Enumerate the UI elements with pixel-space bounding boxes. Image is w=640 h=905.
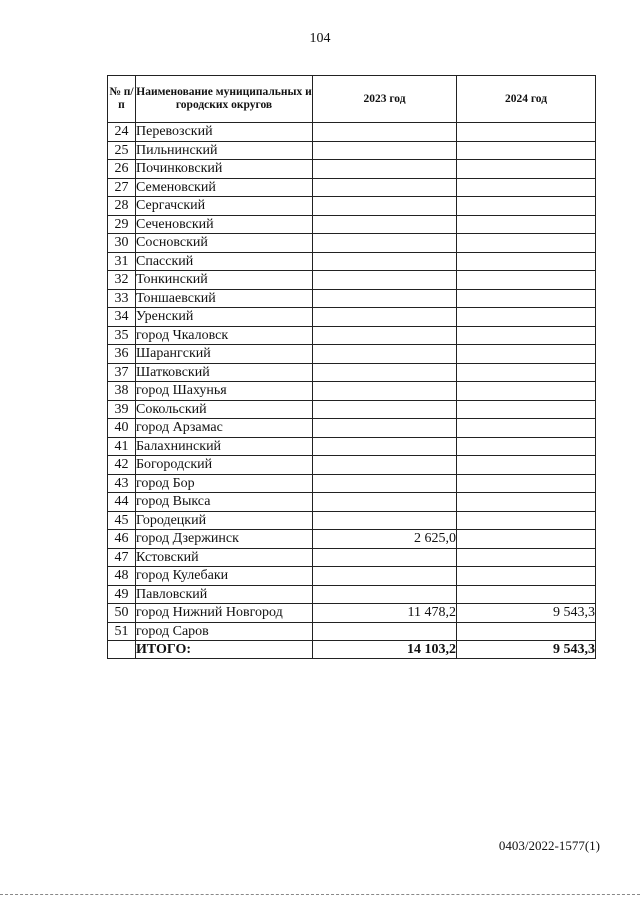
row-value-2024 bbox=[457, 437, 596, 456]
table-row bbox=[108, 271, 596, 290]
row-value-2024 bbox=[457, 252, 596, 271]
row-value-2023 bbox=[313, 400, 457, 419]
row-number: 33 bbox=[108, 289, 136, 308]
row-value-2024 bbox=[457, 289, 596, 308]
row-value-2024 bbox=[457, 141, 596, 160]
row-number: 36 bbox=[108, 345, 136, 364]
row-value-2024 bbox=[457, 474, 596, 493]
row-value-2024 bbox=[457, 234, 596, 253]
table-row bbox=[108, 585, 596, 604]
row-value-2024 bbox=[457, 123, 596, 142]
row-value-2023 bbox=[313, 178, 457, 197]
row-name: Тоншаевский bbox=[136, 289, 313, 308]
total-2024: 9 543,3 bbox=[457, 641, 596, 659]
row-value-2024 bbox=[457, 511, 596, 530]
row-value-2023 bbox=[313, 234, 457, 253]
table-row bbox=[108, 474, 596, 493]
row-number: 48 bbox=[108, 567, 136, 586]
row-value-2023 bbox=[313, 493, 457, 512]
page-number: 104 bbox=[309, 31, 331, 46]
row-value-2024 bbox=[457, 160, 596, 179]
row-value-2024 bbox=[457, 363, 596, 382]
table-row bbox=[108, 530, 596, 549]
row-name: город Саров bbox=[136, 622, 313, 641]
row-number: 51 bbox=[108, 622, 136, 641]
table-row bbox=[108, 123, 596, 142]
row-name: Семеновский bbox=[136, 178, 313, 197]
total-label: ИТОГО: bbox=[136, 641, 313, 659]
row-value-2023 bbox=[313, 326, 457, 345]
table-row bbox=[108, 289, 596, 308]
row-number: 25 bbox=[108, 141, 136, 160]
row-name: Шарангский bbox=[136, 345, 313, 364]
row-value-2024 bbox=[457, 567, 596, 586]
row-number: 26 bbox=[108, 160, 136, 179]
row-name: Сергачский bbox=[136, 197, 313, 216]
table-row bbox=[108, 141, 596, 160]
row-name: Павловский bbox=[136, 585, 313, 604]
table-row bbox=[108, 252, 596, 271]
row-number: 44 bbox=[108, 493, 136, 512]
table-row bbox=[108, 548, 596, 567]
row-name: город Чкаловск bbox=[136, 326, 313, 345]
row-name: Тонкинский bbox=[136, 271, 313, 290]
table-row bbox=[108, 567, 596, 586]
row-number: 37 bbox=[108, 363, 136, 382]
row-number: 35 bbox=[108, 326, 136, 345]
total-num-cell bbox=[108, 641, 136, 659]
table-header-row bbox=[108, 76, 596, 123]
table-row bbox=[108, 363, 596, 382]
table-row bbox=[108, 382, 596, 401]
row-value-2024: 9 543,3 bbox=[457, 604, 596, 623]
row-name: Городецкий bbox=[136, 511, 313, 530]
row-value-2024 bbox=[457, 400, 596, 419]
row-number: 28 bbox=[108, 197, 136, 216]
row-name: город Нижний Новгород bbox=[136, 604, 313, 623]
row-value-2024 bbox=[457, 493, 596, 512]
row-name: Богородский bbox=[136, 456, 313, 475]
row-name: город Бор bbox=[136, 474, 313, 493]
row-value-2024 bbox=[457, 345, 596, 364]
row-value-2024 bbox=[457, 530, 596, 549]
table-row bbox=[108, 622, 596, 641]
table-row bbox=[108, 178, 596, 197]
table-row bbox=[108, 215, 596, 234]
row-name: Балахнинский bbox=[136, 437, 313, 456]
table-row bbox=[108, 604, 596, 623]
row-value-2024 bbox=[457, 326, 596, 345]
row-name: Сокольский bbox=[136, 400, 313, 419]
row-number: 47 bbox=[108, 548, 136, 567]
table-row bbox=[108, 400, 596, 419]
row-number: 50 bbox=[108, 604, 136, 623]
row-value-2024 bbox=[457, 382, 596, 401]
table-row bbox=[108, 308, 596, 327]
row-value-2024 bbox=[457, 271, 596, 290]
table-row bbox=[108, 493, 596, 512]
row-value-2023 bbox=[313, 289, 457, 308]
row-name: Уренский bbox=[136, 308, 313, 327]
row-name: Сеченовский bbox=[136, 215, 313, 234]
row-value-2024 bbox=[457, 548, 596, 567]
table-row bbox=[108, 326, 596, 345]
row-value-2023: 11 478,2 bbox=[313, 604, 457, 623]
row-value-2023 bbox=[313, 215, 457, 234]
row-number: 45 bbox=[108, 511, 136, 530]
row-value-2023: 2 625,0 bbox=[313, 530, 457, 549]
bottom-divider bbox=[0, 894, 640, 895]
row-value-2023 bbox=[313, 160, 457, 179]
row-value-2023 bbox=[313, 474, 457, 493]
table-row bbox=[108, 456, 596, 475]
row-value-2024 bbox=[457, 419, 596, 438]
row-value-2023 bbox=[313, 252, 457, 271]
row-value-2023 bbox=[313, 437, 457, 456]
row-number: 39 bbox=[108, 400, 136, 419]
row-value-2024 bbox=[457, 456, 596, 475]
row-name: Пильнинский bbox=[136, 141, 313, 160]
row-number: 30 bbox=[108, 234, 136, 253]
table-row bbox=[108, 437, 596, 456]
row-name: Перевозский bbox=[136, 123, 313, 142]
row-number: 24 bbox=[108, 123, 136, 142]
row-name: город Кулебаки bbox=[136, 567, 313, 586]
row-number: 40 bbox=[108, 419, 136, 438]
row-name: город Выкса bbox=[136, 493, 313, 512]
row-number: 49 bbox=[108, 585, 136, 604]
row-number: 31 bbox=[108, 252, 136, 271]
table-row bbox=[108, 234, 596, 253]
row-number: 43 bbox=[108, 474, 136, 493]
row-value-2024 bbox=[457, 585, 596, 604]
row-value-2023 bbox=[313, 308, 457, 327]
row-value-2024 bbox=[457, 622, 596, 641]
row-value-2023 bbox=[313, 548, 457, 567]
row-value-2024 bbox=[457, 215, 596, 234]
row-number: 34 bbox=[108, 308, 136, 327]
row-value-2023 bbox=[313, 382, 457, 401]
table-row bbox=[108, 345, 596, 364]
row-value-2023 bbox=[313, 271, 457, 290]
document-code: 0403/2022-1577(1) bbox=[498, 838, 600, 853]
row-value-2023 bbox=[313, 197, 457, 216]
table-row bbox=[108, 419, 596, 438]
table-row bbox=[108, 197, 596, 216]
header-2024: 2024 год bbox=[457, 76, 596, 123]
row-value-2023 bbox=[313, 123, 457, 142]
table-row bbox=[108, 511, 596, 530]
row-name: Спасский bbox=[136, 252, 313, 271]
row-number: 38 bbox=[108, 382, 136, 401]
row-value-2024 bbox=[457, 178, 596, 197]
row-number: 29 bbox=[108, 215, 136, 234]
row-value-2023 bbox=[313, 567, 457, 586]
row-number: 42 bbox=[108, 456, 136, 475]
row-name: город Арзамас bbox=[136, 419, 313, 438]
row-number: 32 bbox=[108, 271, 136, 290]
row-number: 46 bbox=[108, 530, 136, 549]
row-value-2023 bbox=[313, 345, 457, 364]
row-number: 41 bbox=[108, 437, 136, 456]
row-name: Починковский bbox=[136, 160, 313, 179]
row-value-2023 bbox=[313, 419, 457, 438]
row-value-2023 bbox=[313, 622, 457, 641]
row-value-2023 bbox=[313, 585, 457, 604]
row-value-2024 bbox=[457, 197, 596, 216]
total-row bbox=[108, 641, 596, 659]
table-body bbox=[108, 123, 596, 641]
header-name: Наименование муниципальных и городских округов bbox=[136, 76, 313, 123]
header-num: № п/п bbox=[108, 76, 136, 123]
row-value-2024 bbox=[457, 308, 596, 327]
row-name: Шатковский bbox=[136, 363, 313, 382]
row-value-2023 bbox=[313, 511, 457, 530]
budget-table bbox=[107, 75, 596, 659]
total-2023: 14 103,2 bbox=[313, 641, 457, 659]
row-number: 27 bbox=[108, 178, 136, 197]
row-name: город Дзержинск bbox=[136, 530, 313, 549]
row-value-2023 bbox=[313, 363, 457, 382]
row-name: город Шахунья bbox=[136, 382, 313, 401]
row-value-2023 bbox=[313, 456, 457, 475]
row-name: Сосновский bbox=[136, 234, 313, 253]
row-value-2023 bbox=[313, 141, 457, 160]
header-2023: 2023 год bbox=[313, 76, 457, 123]
table-row bbox=[108, 160, 596, 179]
row-name: Кстовский bbox=[136, 548, 313, 567]
